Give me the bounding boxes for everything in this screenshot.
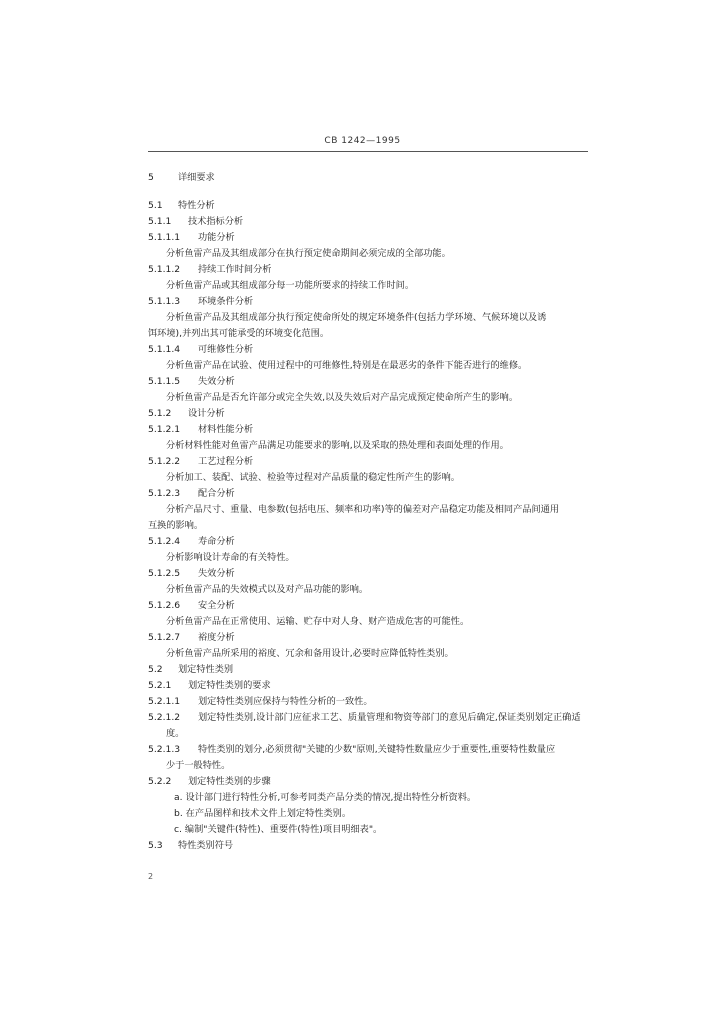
text-line [166, 552, 295, 564]
section-heading: 划定特性类别的步骤 [188, 776, 271, 787]
section-number: 5.2.2 [148, 776, 172, 787]
section-heading: 材料性能分析 [198, 424, 254, 435]
text-line [166, 248, 451, 260]
text-line [148, 216, 243, 228]
paragraph-text: 分析鱼雷产品是否允许部分或完全失效,以及失效后对产品完成预定使命所产生的影响。 [166, 392, 519, 403]
text-line [166, 280, 414, 292]
section-number: 5.1.1.1 [148, 232, 181, 243]
text-line [148, 424, 253, 436]
section-heading: 特性类别的划分,必须贯彻"关键的少数"原则,关键特性数量应少于重要性,重要特性数量应 [198, 744, 556, 755]
section-number: 5.2.1.2 [148, 712, 181, 723]
text-line [174, 824, 382, 836]
section-number: 5.2.1 [148, 680, 172, 691]
text-line [166, 616, 469, 628]
paragraph-text: 分析鱼雷产品在试验、使用过程中的可维修性,特别是在最恶劣的条件下能否进行的维修。 [166, 360, 528, 371]
section-heading: 特性类别符号 [178, 840, 234, 851]
text-line [148, 776, 271, 788]
section-number: 5.2 [148, 664, 163, 675]
section-heading: 裕度分析 [198, 632, 235, 643]
text-line [166, 360, 527, 372]
paragraph-text: 少于一般特性。 [166, 760, 231, 771]
text-line [148, 712, 581, 724]
paragraph-text: 互换的影响。 [148, 520, 204, 531]
section-heading: 可维修性分析 [198, 344, 254, 355]
section-heading: 划定特性类别应保持与特性分析的一致性。 [198, 696, 373, 707]
text-line [148, 376, 235, 388]
text-line [148, 632, 235, 644]
paragraph-text: 分析鱼雷产品所采用的裕度、冗余和备用设计,必要时应降低特性类别。 [166, 648, 454, 659]
section-heading: 功能分析 [198, 232, 235, 243]
text-line [148, 840, 233, 852]
text-line [148, 680, 271, 692]
text-line [166, 312, 546, 324]
text-line [174, 808, 351, 820]
section-heading: 失效分析 [198, 376, 235, 387]
text-line [148, 200, 215, 212]
section-number: 5.1.2.6 [148, 600, 181, 611]
section-number: 5.1.1.2 [148, 264, 181, 275]
text-line [166, 392, 518, 404]
paragraph-text: 分析鱼雷产品的失效模式以及对产品功能的影响。 [166, 584, 369, 595]
section-number: 5.1.2.7 [148, 632, 181, 643]
section-heading: 设计分析 [188, 408, 225, 419]
section-number: 5.1.2.3 [148, 488, 181, 499]
section-heading: 划定特性类别的要求 [188, 680, 271, 691]
section-number: 5.1 [148, 200, 163, 211]
paragraph-text: 分析鱼雷产品及其组成部分执行预定使命所处的规定环境条件(包括力学环境、气候环境以及诱 [166, 312, 547, 323]
standard-code: CB 1242—1995 [324, 136, 401, 146]
section-number: 5.3 [148, 840, 163, 851]
section-number: 5 [148, 172, 154, 183]
paragraph-text: b. 在产品图样和技术文件上划定特性类别。 [174, 808, 352, 819]
text-line [166, 504, 559, 516]
paragraph-text: a. 设计部门进行特性分析,可参考同类产品分类的情况,提出特性分析资料。 [174, 792, 477, 803]
text-line [148, 232, 235, 244]
text-line [148, 456, 253, 468]
section-heading: 技术指标分析 [188, 216, 244, 227]
section-heading: 划定特性类别,设计部门应征求工艺、质量管理和物资等部门的意见后确定,保证类别划定正确适 [198, 712, 581, 723]
section-number: 5.1.1.5 [148, 376, 181, 387]
text-line [148, 328, 329, 340]
paragraph-text: 分析鱼雷产品在正常使用、运输、贮存中对人身、财产造成危害的可能性。 [166, 616, 470, 627]
section-number: 5.2.1.3 [148, 744, 181, 755]
text-line [148, 344, 253, 356]
paragraph-text: 分析影响设计寿命的有关特性。 [166, 552, 295, 563]
paragraph-text: 度。 [166, 728, 185, 739]
text-line [166, 648, 454, 660]
paragraph-text: 饵环境),并列出其可能承受的环境变化范围。 [148, 328, 330, 339]
paragraph-text: 分析加工、装配、试验、检验等过程对产品质量的稳定性所产生的影响。 [166, 472, 460, 483]
section-number: 5.1.1 [148, 216, 172, 227]
section-heading: 安全分析 [198, 600, 235, 611]
text-line [148, 296, 253, 308]
text-line [166, 728, 184, 740]
text-line [174, 792, 476, 804]
text-line [148, 408, 225, 420]
section-heading: 环境条件分析 [198, 296, 254, 307]
section-number: 5.1.2.2 [148, 456, 181, 467]
text-line [148, 536, 235, 548]
section-number: 5.1.1.4 [148, 344, 181, 355]
text-line [148, 664, 233, 676]
section-heading: 寿命分析 [198, 536, 235, 547]
section-number: 5.2.1.1 [148, 696, 181, 707]
text-line [148, 696, 373, 708]
section-heading: 详细要求 [178, 172, 215, 183]
paragraph-text: c. 编制"关键件(特性)、重要件(特性)项目明细表"。 [174, 824, 383, 835]
text-line [148, 264, 272, 276]
section-number: 5.1.2.4 [148, 536, 181, 547]
paragraph-text: 分析鱼雷产品及其组成部分在执行预定使命期间必须完成的全部功能。 [166, 248, 451, 259]
section-number: 5.1.2.1 [148, 424, 181, 435]
section-number: 5.1.2.5 [148, 568, 181, 579]
paragraph-text: 分析产品尺寸、重量、电参数(包括电压、频率和功率)等的偏差对产品稳定功能及相同产品间通用 [166, 504, 560, 515]
section-heading: 失效分析 [198, 568, 235, 579]
page-number: 2 [148, 872, 154, 881]
section-heading: 配合分析 [198, 488, 235, 499]
text-line [148, 520, 203, 532]
text-line [166, 472, 460, 484]
section-number: 5.1.1.3 [148, 296, 181, 307]
section-heading: 划定特性类别 [178, 664, 234, 675]
text-line [148, 600, 235, 612]
section-number: 5.1.2 [148, 408, 172, 419]
text-line [166, 584, 368, 596]
text-line [148, 744, 555, 756]
section-heading: 工艺过程分析 [198, 456, 254, 467]
paragraph-text: 分析鱼雷产品或其组成部分每一功能所要求的持续工作时间。 [166, 280, 415, 291]
text-line [148, 488, 235, 500]
paragraph-text: 分析材料性能对鱼雷产品满足功能要求的影响,以及采取的热处理和表面处理的作用。 [166, 440, 509, 451]
section-heading: 持续工作时间分析 [198, 264, 272, 275]
text-line [166, 760, 230, 772]
section-heading: 特性分析 [178, 200, 215, 211]
text-line [148, 568, 235, 580]
header-rule [148, 151, 588, 152]
text-line [166, 440, 509, 452]
text-line [148, 172, 215, 184]
